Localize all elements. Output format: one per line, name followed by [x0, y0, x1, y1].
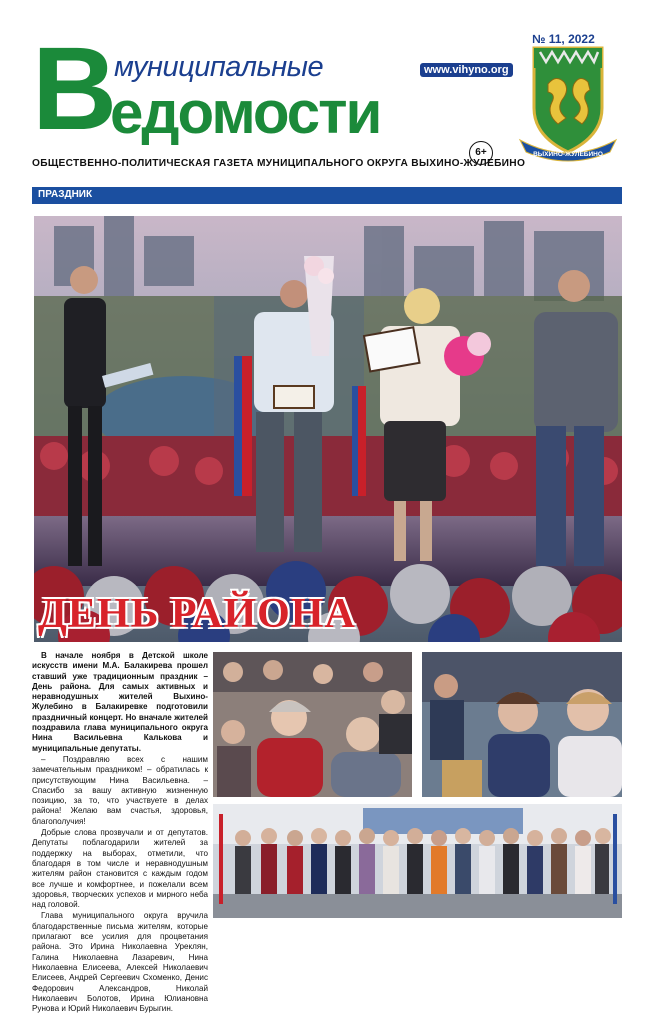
crest-ribbon-text: ВЫХИНО-ЖУЛЕБИНО: [533, 151, 603, 158]
group-photo: [213, 804, 622, 918]
issue-number: № 11, 2022: [532, 32, 595, 46]
article-paragraph: Глава муниципального округа вручила благодарственные письма жителям, которые прилагают все усилия для процветания района. Это Ирина Николаевна Уреклян, Галина Николаевна Лазаревич, Нина Николаевна Елисеева, Алексей Николаевич Елисеев, Андрей Сергеевич Схоменко, Денис Федорович Александров, Николай Николаевич Болотов, Ирина Юлиановна Рунова и Юрий Николаевич Бурыгин.: [32, 911, 208, 1014]
audience-photo-2: [422, 652, 622, 797]
masthead-line2: едомости: [110, 79, 381, 146]
rubric-bar: [32, 187, 622, 204]
masthead-line1: муниципальные: [114, 51, 324, 83]
masthead-big-letter: В: [32, 23, 114, 155]
audience-photo-1: [213, 652, 412, 797]
main-photo: [34, 216, 622, 642]
article-lead: В начале ноября в Детской школе искусств имени М.А. Балакирева прошел ставший уже традиционным праздник – День района. Для самых активных и неравнодушных жителей Выхино-Жулебино в Балакиревке подготовили праздничный концерт. Но вначале жителей поздравила глава муниципального округа Нина Васильевна Калькова и муниципальные депутаты.: [32, 651, 208, 753]
website-badge[interactable]: www.vihyno.org: [420, 63, 513, 77]
article-headline: ДЕНЬ РАЙОНА: [38, 591, 356, 637]
age-rating-badge: 6+: [469, 141, 493, 165]
article-body: [32, 651, 208, 1015]
article-paragraph: Добрые слова прозвучали и от депутатов. Депутаты поблагодарили жителей за поддержку на выборах, отметили, что благодаря в том числе и неравнодушным жителям район становится с каждым годом все лучше и комфортнее, и пожелали всем здоровья, творческих успехов и мирного неба над головой.: [32, 828, 208, 910]
district-crest-icon: [512, 44, 624, 164]
article-paragraph: – Поздравляю всех с нашим замечательным праздником! – обратилась к присутствующим Нина Васильевна. – Спасибо за вашу активную жизненную позицию, за то, что участвуете в делах района! Желаю вам счастья, здоровья, благополучия!: [32, 754, 208, 826]
newspaper-tagline: ОБЩЕСТВЕННО-ПОЛИТИЧЕСКАЯ ГАЗЕТА МУНИЦИПАЛЬНОГО ОКРУГА ВЫХИНО-ЖУЛЕБИНО: [32, 158, 526, 169]
rubric-label: ПРАЗДНИК: [38, 189, 93, 200]
